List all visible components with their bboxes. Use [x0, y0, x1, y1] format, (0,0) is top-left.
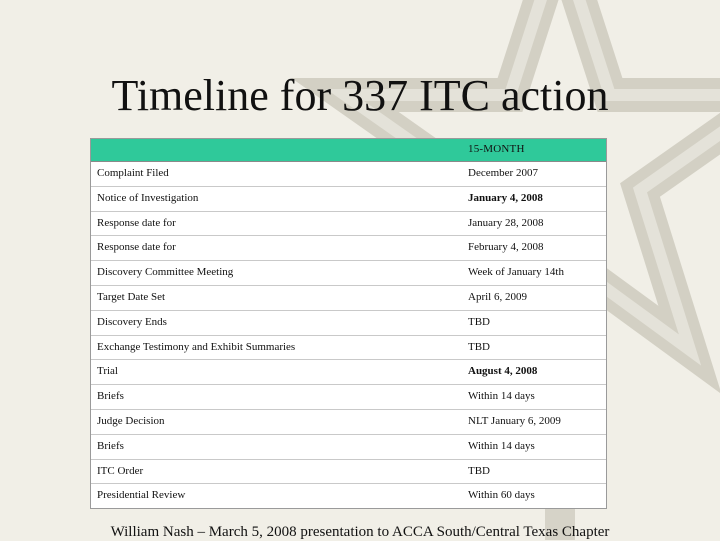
date-cell: January 4, 2008: [468, 191, 543, 204]
event-cell: ITC Order: [97, 464, 144, 477]
event-cell: Briefs: [97, 439, 124, 452]
event-cell: Notice of Investigation: [97, 191, 199, 204]
table-row: [91, 336, 606, 361]
date-cell: Week of January 14th: [468, 266, 564, 279]
event-cell: Discovery Ends: [97, 315, 167, 328]
table-header: [91, 139, 606, 162]
table-row: [91, 484, 606, 508]
event-cell: Response date for: [97, 241, 176, 254]
date-cell: December 2007: [468, 167, 538, 179]
table-row: [91, 360, 606, 385]
date-cell: February 4, 2008: [468, 241, 544, 254]
event-cell: Response date for: [97, 216, 176, 229]
table-row: [91, 286, 606, 311]
date-cell: Within 14 days: [468, 439, 535, 452]
date-cell: NLT January 6, 2009: [468, 414, 561, 427]
date-cell: August 4, 2008: [468, 365, 538, 378]
table-row: [91, 261, 606, 286]
event-cell: Trial: [97, 365, 118, 378]
slide-footer: William Nash – March 5, 2008 presentation to ACCA South/Central Texas Chapter: [110, 524, 610, 540]
slide-title: Timeline for 337 ITC action: [111, 71, 609, 120]
date-cell: January 28, 2008: [468, 216, 544, 229]
table-row: [91, 162, 606, 187]
date-cell: Within 60 days: [468, 489, 535, 502]
table-body: [91, 162, 606, 508]
event-cell: Exchange Testimony and Exhibit Summaries: [97, 340, 296, 353]
header-label: 15-MONTH: [468, 143, 525, 155]
table-row: [91, 460, 606, 485]
table-row: [91, 385, 606, 410]
date-cell: TBD: [468, 315, 490, 328]
event-cell: Complaint Filed: [97, 167, 169, 179]
table-row: [91, 410, 606, 435]
date-cell: TBD: [468, 464, 490, 477]
table-row: [91, 212, 606, 237]
date-cell: Within 14 days: [468, 390, 535, 403]
event-cell: Target Date Set: [97, 290, 166, 303]
date-cell: TBD: [468, 340, 490, 353]
table-row: [91, 236, 606, 261]
table-row: [91, 435, 606, 460]
event-cell: Briefs: [97, 390, 124, 403]
table-row: [91, 311, 606, 336]
timeline-table: [90, 138, 607, 509]
table-row: [91, 187, 606, 212]
event-cell: Presidential Review: [97, 489, 186, 502]
event-cell: Discovery Committee Meeting: [97, 266, 234, 279]
event-cell: Judge Decision: [97, 414, 165, 427]
date-cell: April 6, 2009: [468, 290, 527, 303]
